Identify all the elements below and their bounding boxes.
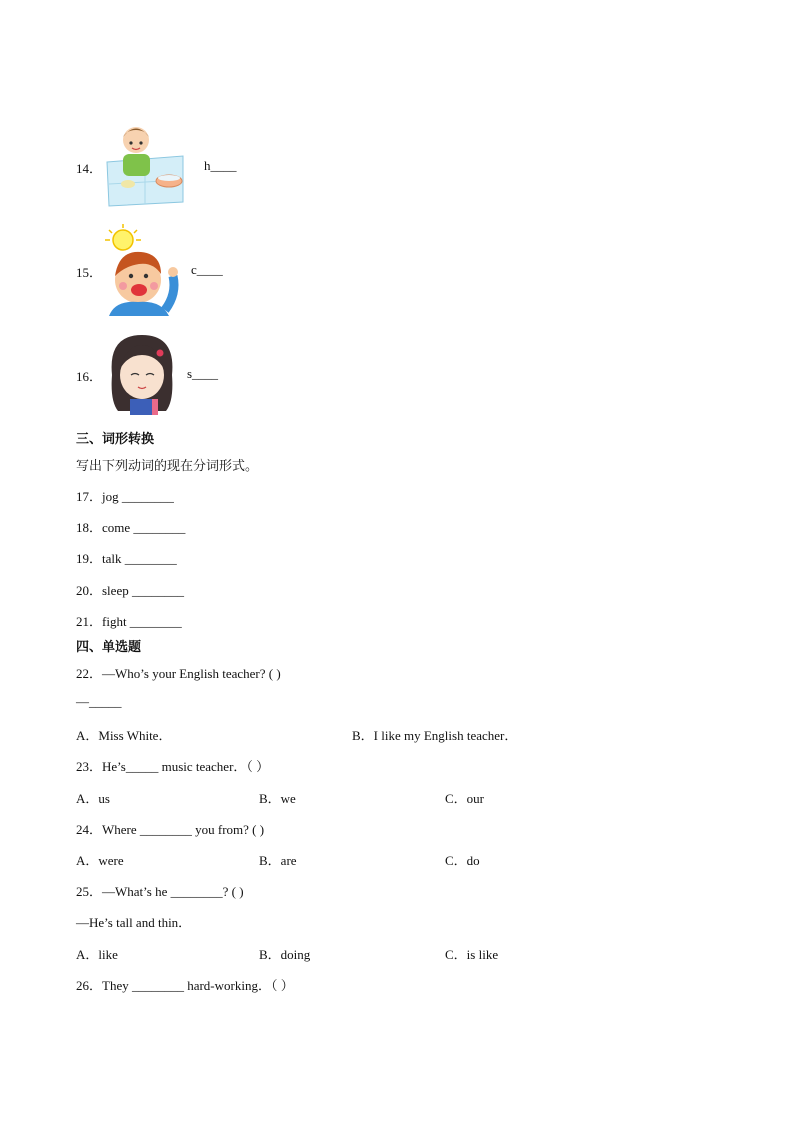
option-24-b[interactable]: B．are [259,853,297,868]
question-17: 17．jog ________ [76,489,174,504]
question-number-15: 15． [76,265,103,280]
question-20: 20．sleep ________ [76,583,184,598]
section-3-instruction: 写出下列动词的现在分词形式。 [76,459,259,474]
section-3-title: 三、词形转换 [76,432,155,447]
question-24-stem: 24．Where ________ you from? ( ) [76,822,265,837]
question-25-stem: 25．—What’s he ________? ( ) [76,884,244,899]
question-22-blank: —_____ [76,694,122,709]
option-23-b[interactable]: B．we [259,791,296,806]
question-number-16: 16． [76,369,103,384]
option-24-c[interactable]: C．do [445,853,480,868]
boy-with-idea-lightbulb-icon [103,224,183,316]
question-25-answer-line: —He’s tall and thin． [76,915,192,930]
answer-blank-15[interactable]: c____ [191,262,223,277]
option-25-a[interactable]: A．like [76,947,118,962]
question-18: 18．come ________ [76,520,186,535]
option-22-b[interactable]: B．I like my English teacher． [352,728,518,743]
boy-cleaning-floor-icon [105,122,185,208]
answer-blank-14[interactable]: h____ [204,158,237,173]
option-22-a[interactable]: A．Miss White． [76,728,172,743]
question-number-14: 14． [76,161,103,176]
option-25-b[interactable]: B．doing [259,947,311,962]
option-23-c[interactable]: C．our [445,791,485,806]
option-24-a[interactable]: A．were [76,853,124,868]
option-25-c[interactable]: C．is like [445,947,499,962]
section-4-title: 四、单选题 [76,640,142,655]
question-22-stem: 22．—Who’s your English teacher? ( ) [76,666,281,681]
question-19: 19．talk ________ [76,551,177,566]
question-21: 21．fight ________ [76,614,182,629]
question-23-stem: 23．He’s_____ music teacher．（ ） [76,759,270,774]
girl-smiling-icon [104,331,180,415]
option-23-a[interactable]: A．us [76,791,110,806]
question-26-stem: 26．They ________ hard-working．（ ） [76,978,294,993]
answer-blank-16[interactable]: s____ [187,366,219,381]
